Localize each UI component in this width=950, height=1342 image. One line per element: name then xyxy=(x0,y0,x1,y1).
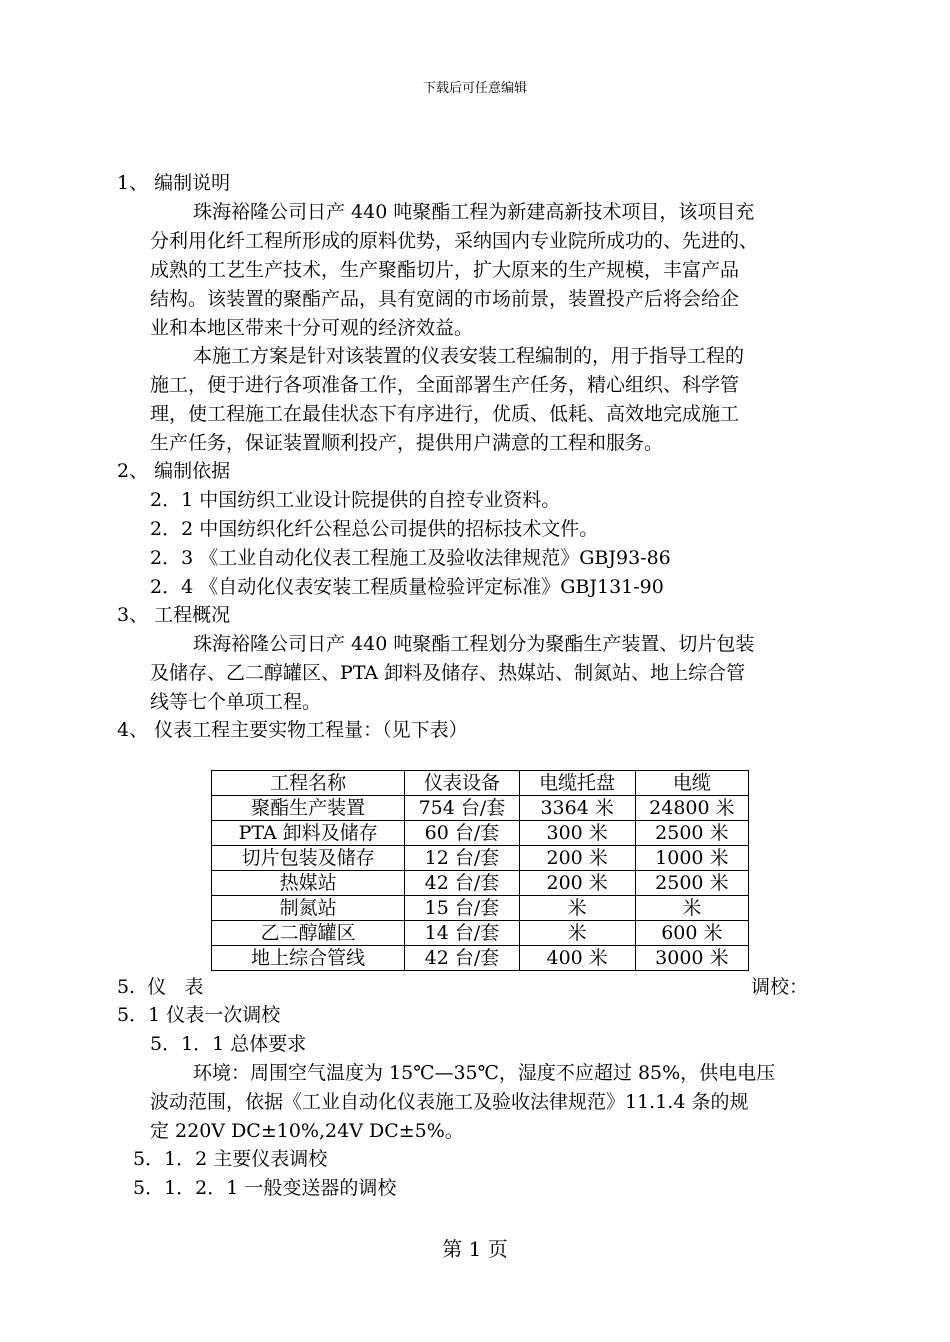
reference-item: 2．2 中国纺织化纤公程总公司提供的招标技术文件。 xyxy=(150,518,599,540)
table-cell: 200 米 xyxy=(519,846,635,871)
paragraph-line: 业和本地区带来十分可观的经济效益。 xyxy=(150,317,474,339)
paragraph-line: 线等七个单项工程。 xyxy=(150,691,322,713)
subsection-title: 5．1 仪表一次调校 xyxy=(117,1004,281,1026)
page-number: 第 1 页 xyxy=(442,1237,508,1261)
paragraph-line: 成熟的工艺生产技术，生产聚酯切片，扩大原来的生产规模，丰富产品 xyxy=(150,259,740,281)
table-cell: 600 米 xyxy=(635,921,748,946)
table-cell: 15 台/套 xyxy=(405,896,519,921)
table-cell: 地上综合管线 xyxy=(212,946,405,971)
table-cell: 米 xyxy=(635,896,748,921)
paragraph-line: 理，使工程施工在最佳状态下有序进行，优质、低耗、高效地完成施工 xyxy=(150,403,740,425)
table-cell: 聚酯生产装置 xyxy=(212,796,405,821)
table-cell: 754 台/套 xyxy=(405,796,519,821)
paragraph-line: 本施工方案是针对该装置的仪表安装工程编制的，用于指导工程的 xyxy=(193,345,745,367)
column-header: 工程名称 xyxy=(212,771,405,796)
table-cell: 42 台/套 xyxy=(405,946,519,971)
table-cell: 200 米 xyxy=(519,871,635,896)
reference-item: 2．1 中国纺织工业设计院提供的自控专业资料。 xyxy=(150,489,561,511)
column-header: 仪表设备 xyxy=(405,771,519,796)
section-5-title: 5. 仪 表 xyxy=(117,976,204,998)
subsection-title: 5．1．1 总体要求 xyxy=(150,1033,307,1055)
table-cell: 12 台/套 xyxy=(405,846,519,871)
column-header: 电缆 xyxy=(635,771,748,796)
table-cell: 300 米 xyxy=(519,821,635,846)
table-row xyxy=(212,946,749,971)
section-3-title: 3、 工程概况 xyxy=(117,604,231,626)
section-1-title: 1、 编制说明 xyxy=(117,172,231,194)
table-row xyxy=(212,871,749,896)
section-4-title: 4、 仪表工程主要实物工程量：（见下表） xyxy=(117,719,468,741)
reference-item: 2．3 《工业自动化仪表工程施工及验收法律规范》GBJ93-86 xyxy=(150,547,671,569)
paragraph-line: 环境：周围空气温度为 15℃—35℃，湿度不应超过 85%，供电电压 xyxy=(193,1062,776,1084)
table-cell: 乙二醇罐区 xyxy=(212,921,405,946)
table-header-row xyxy=(212,771,749,796)
table-cell: 切片包装及储存 xyxy=(212,846,405,871)
table-cell: 42 台/套 xyxy=(405,871,519,896)
table-cell: 制氮站 xyxy=(212,896,405,921)
table-cell: 24800 米 xyxy=(635,796,748,821)
table-cell: 米 xyxy=(519,921,635,946)
table-row xyxy=(212,846,749,871)
table-cell: 米 xyxy=(519,896,635,921)
paragraph-line: 定 220V DC±10%,24V DC±5%。 xyxy=(150,1120,464,1142)
table-cell: 2500 米 xyxy=(635,871,748,896)
table-cell: 2500 米 xyxy=(635,821,748,846)
table-cell: 3364 米 xyxy=(519,796,635,821)
table-cell: 1000 米 xyxy=(635,846,748,871)
reference-item: 2．4 《自动化仪表安装工程质量检验评定标准》GBJ131-90 xyxy=(150,576,664,598)
table-cell: 热媒站 xyxy=(212,871,405,896)
paragraph-line: 珠海裕隆公司日产 440 吨聚酯工程为新建高新技术项目，该项目充 xyxy=(193,201,755,223)
table-cell: 400 米 xyxy=(519,946,635,971)
table-row xyxy=(212,821,749,846)
table-row xyxy=(212,921,749,946)
section-5-title-end: 调校： xyxy=(751,976,809,998)
table-cell: 14 台/套 xyxy=(405,921,519,946)
table-row xyxy=(212,796,749,821)
page-header: 下载后可任意编辑 xyxy=(422,81,527,96)
column-header: 电缆托盘 xyxy=(519,771,635,796)
paragraph-line: 生产任务，保证装置顺利投产，提供用户满意的工程和服务。 xyxy=(150,432,664,454)
paragraph-line: 结构。该装置的聚酯产品，具有宽阔的市场前景，装置投产后将会给企 xyxy=(150,288,740,310)
table-cell: 3000 米 xyxy=(635,946,748,971)
table-cell: PTA 卸料及储存 xyxy=(212,821,405,846)
section-2-title: 2、 编制依据 xyxy=(117,460,231,482)
paragraph-line: 施工，便于进行各项准备工作，全面部署生产任务，精心组织、科学管 xyxy=(150,374,740,396)
table-row xyxy=(212,896,749,921)
paragraph-line: 及储存、乙二醇罐区、PTA 卸料及储存、热媒站、制氮站、地上综合管 xyxy=(150,662,746,684)
subsection-title: 5．1．2 主要仪表调校 xyxy=(133,1148,328,1170)
paragraph-line: 波动范围，依据《工业自动化仪表施工及验收法律规范》11.1.4 条的规 xyxy=(150,1091,749,1113)
quantity-table xyxy=(211,770,749,971)
subsection-title: 5．1．2．1 一般变送器的调校 xyxy=(133,1177,397,1199)
table-cell: 60 台/套 xyxy=(405,821,519,846)
paragraph-line: 分利用化纤工程所形成的原料优势，采纳国内专业院所成功的、先进的、 xyxy=(150,230,759,252)
paragraph-line: 珠海裕隆公司日产 440 吨聚酯工程划分为聚酯生产装置、切片包装 xyxy=(193,633,755,655)
